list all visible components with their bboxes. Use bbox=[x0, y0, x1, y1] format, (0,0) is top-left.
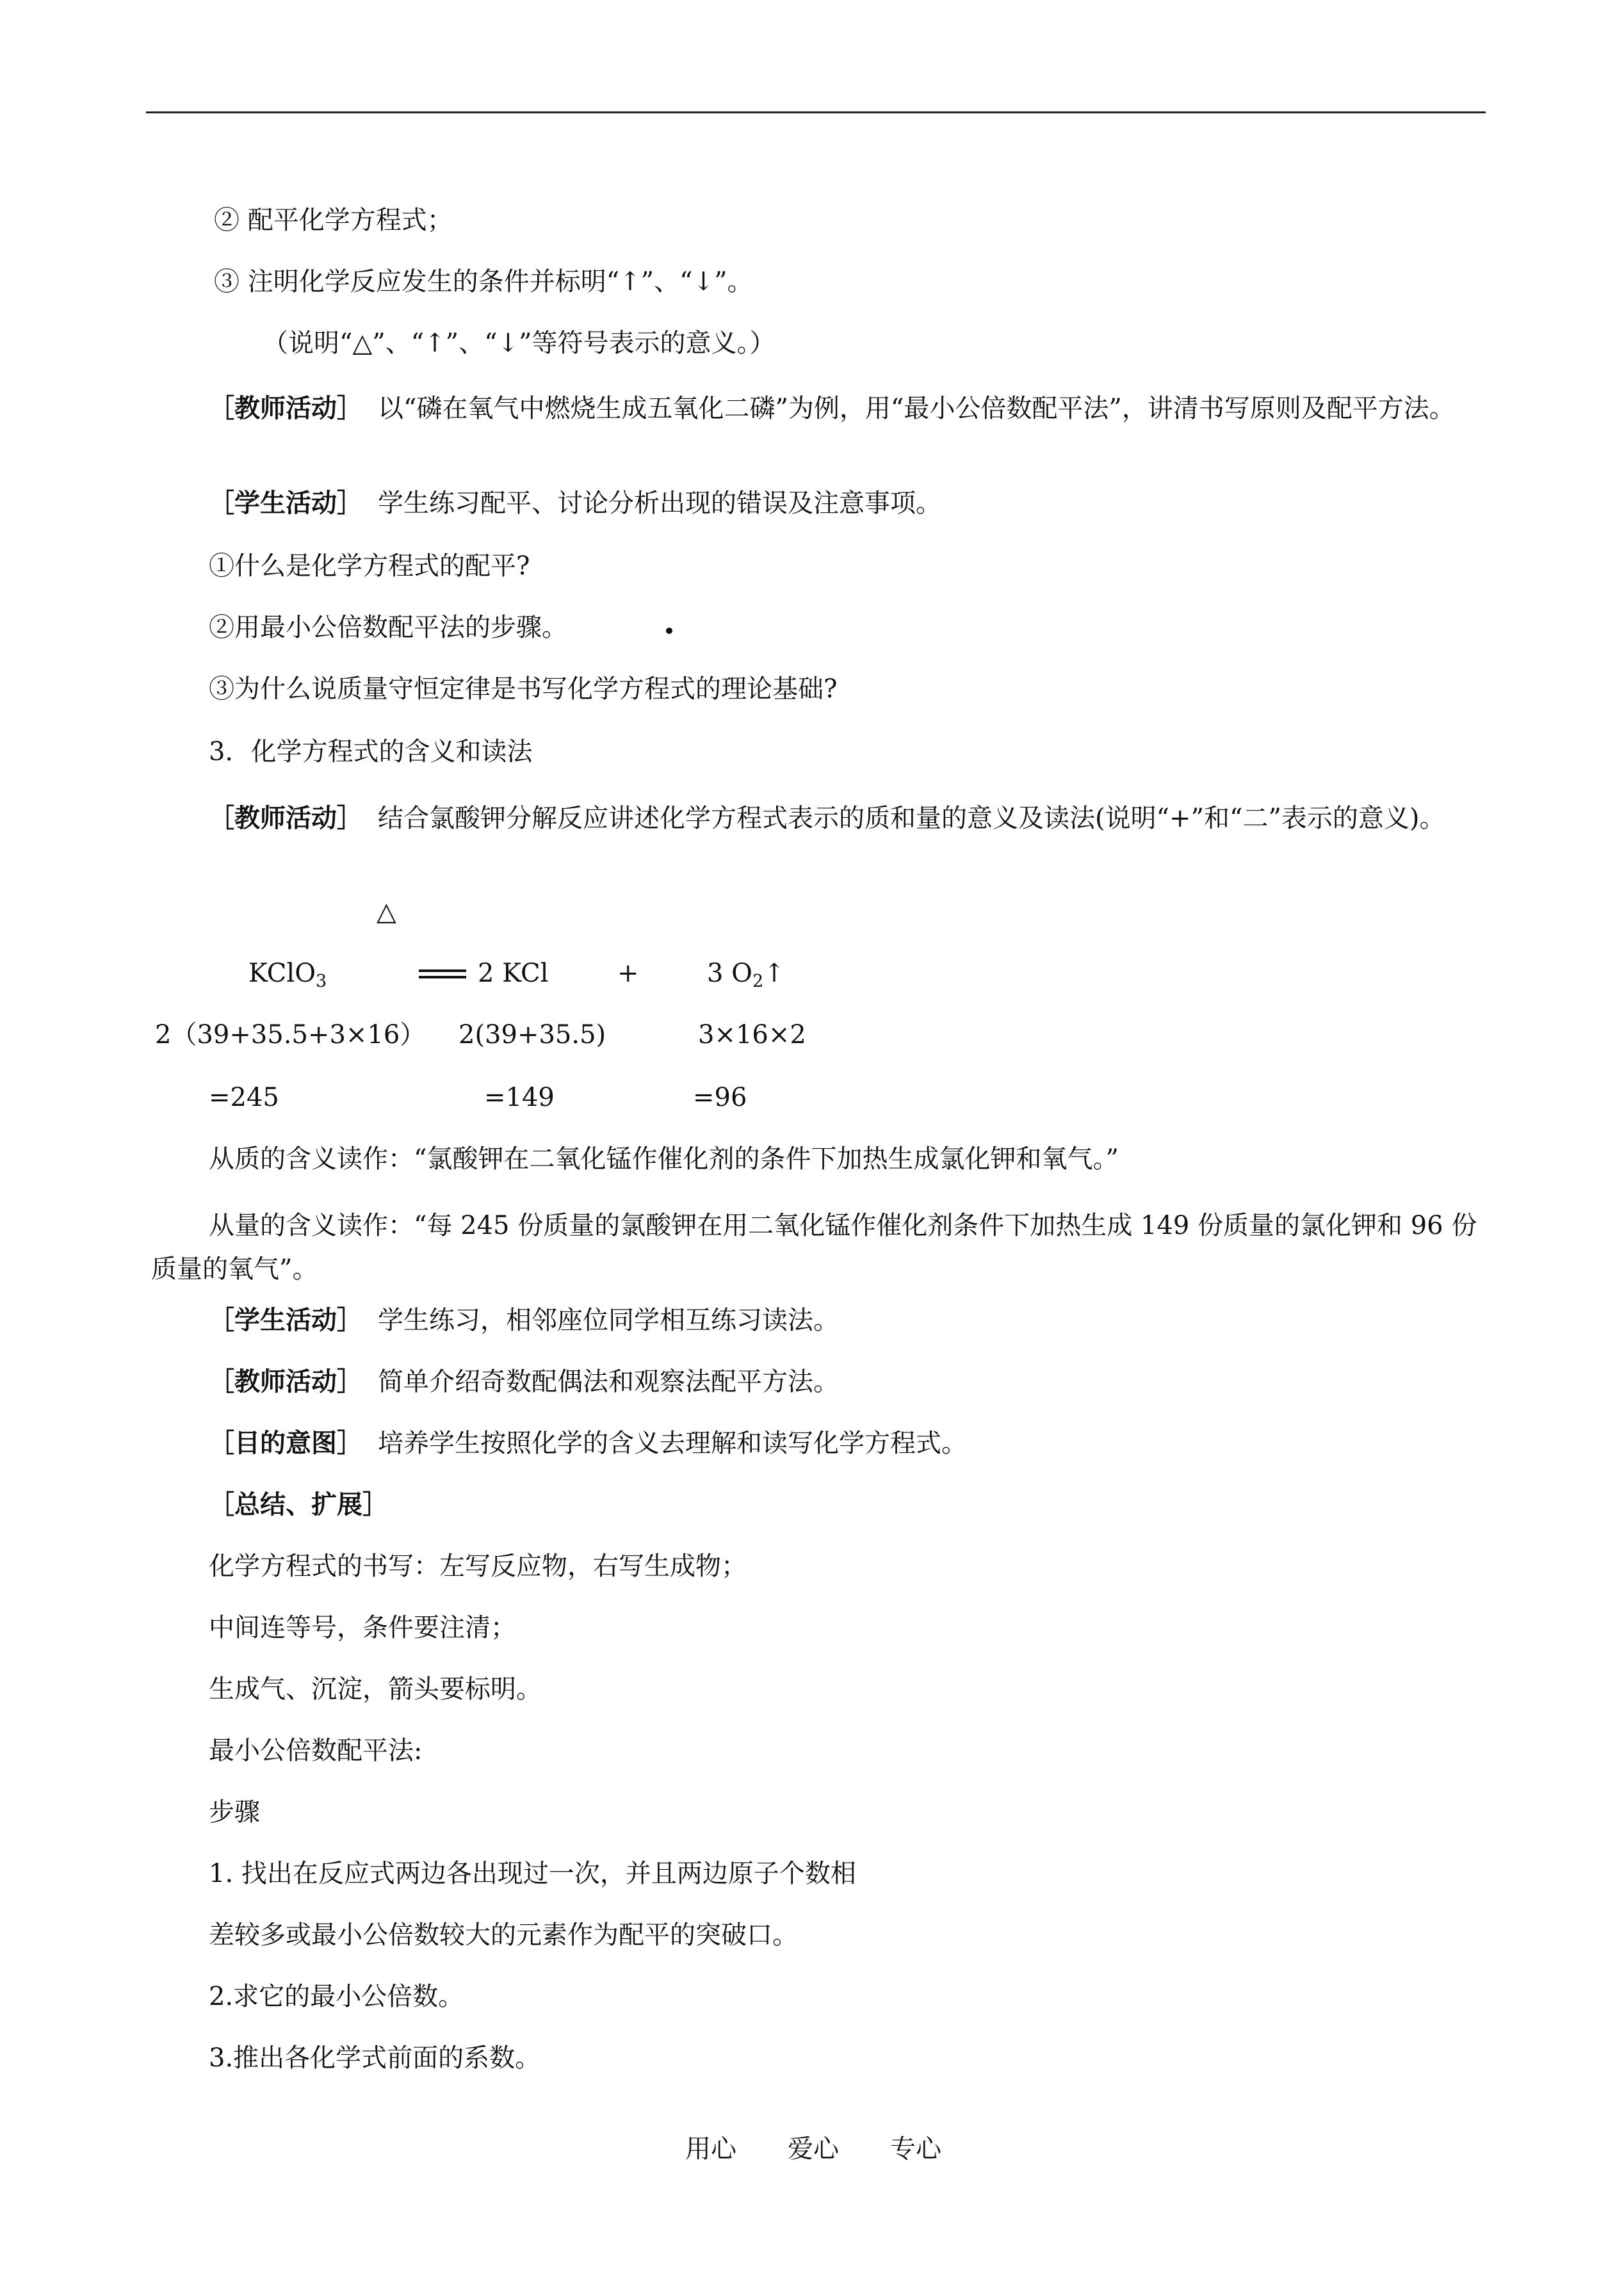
question-1: ①什么是化学方程式的配平? bbox=[209, 551, 530, 581]
student-activity-2 bbox=[209, 1304, 839, 1337]
footer-word: 爱心 bbox=[788, 2134, 839, 2164]
equals-line-bottom bbox=[419, 976, 466, 978]
question-3: ③为什么说质量守恒定律是书写化学方程式的理论基础? bbox=[209, 674, 838, 704]
equals-line-top bbox=[419, 969, 466, 972]
reading-quantity: 从量的含义读作：“每 245 份质量的氯酸钾在用二氧化锰作催化剂条件下加热生成 149 份质量的氯化钾和 96 份质量的氧气”。 bbox=[151, 1211, 1477, 1284]
activity-label: ［目的意图］ bbox=[209, 1428, 362, 1458]
mass-o2: 3×16×2 bbox=[698, 1020, 806, 1050]
value-kclo3: =245 bbox=[209, 1083, 279, 1112]
reactant bbox=[248, 957, 327, 998]
step-3: ③ 注明化学反应发生的条件并标明“↑”、“↓”。 bbox=[214, 267, 753, 296]
activity-text: 学生练习配平、讨论分析出现的错误及注意事项。 bbox=[378, 489, 941, 518]
step-1-continued: 差较多或最小公倍数较大的元素作为配平的突破口。 bbox=[209, 1920, 798, 1950]
summary-line-3: 生成气、沉淀，箭头要标明。 bbox=[209, 1675, 542, 1704]
step-2: ② 配平化学方程式； bbox=[214, 206, 453, 235]
summary-heading: ［总结、扩展］ bbox=[209, 1489, 388, 1520]
footer-word: 用心 bbox=[685, 2134, 736, 2164]
mass-kclo3: 2（39+35.5+3×16） bbox=[155, 1020, 426, 1050]
teacher-activity-3 bbox=[209, 1365, 839, 1399]
bullet-dot bbox=[666, 628, 672, 634]
activity-text: 简单介绍奇数配偶法和观察法配平方法。 bbox=[378, 1367, 839, 1397]
section-heading: 3．化学方程式的含义和读法 bbox=[209, 737, 533, 766]
footer-word: 专心 bbox=[890, 2134, 941, 2164]
activity-label: ［学生活动］ bbox=[209, 488, 362, 518]
activity-text: 以“磷在氧气中燃烧生成五氧化二磷”为例，用“最小公倍数配平法”，讲清书写原则及配平方法。 bbox=[378, 394, 1455, 423]
header-rule bbox=[146, 111, 1486, 113]
symbol-note: （说明“△”、“↑”、“↓”等符号表示的意义。） bbox=[263, 328, 775, 358]
reading-quality: 从质的含义读作：“氯酸钾在二氧化锰作催化剂的条件下加热生成氯化钾和氧气。” bbox=[209, 1144, 1119, 1174]
summary-line-2: 中间连等号，条件要注清； bbox=[209, 1613, 516, 1642]
product-2 bbox=[707, 957, 785, 998]
reactant-formula: KClO bbox=[248, 959, 316, 988]
lcm-method-title: 最小公倍数配平法: bbox=[209, 1736, 423, 1765]
activity-label: ［教师活动］ bbox=[209, 1366, 362, 1397]
step-2-lcm: 2.求它的最小公倍数。 bbox=[209, 1982, 464, 2011]
gas-arrow-icon: ↑ bbox=[763, 959, 785, 988]
activity-text: 培养学生按照化学的含义去理解和读写化学方程式。 bbox=[378, 1429, 967, 1458]
student-activity-1 bbox=[209, 487, 941, 520]
reactant-subscript: 3 bbox=[316, 971, 327, 991]
activity-label: ［学生活动］ bbox=[209, 1305, 362, 1335]
reaction-condition: △ bbox=[377, 897, 396, 927]
plus-sign: + bbox=[617, 959, 639, 988]
value-kcl: =149 bbox=[484, 1083, 555, 1112]
mass-kcl: 2(39+35.5) bbox=[459, 1020, 606, 1050]
step-1: 1. 找出在反应式两边各出现过一次，并且两边原子个数相 bbox=[209, 1859, 856, 1888]
purpose-intent bbox=[209, 1427, 967, 1460]
steps-title: 步骤 bbox=[209, 1797, 260, 1827]
value-o2: =96 bbox=[693, 1083, 747, 1112]
product-2-formula: 3 O bbox=[707, 959, 752, 988]
footer-motto bbox=[685, 2132, 941, 2166]
product-1: 2 KCl bbox=[478, 959, 549, 988]
activity-label: ［教师活动］ bbox=[209, 803, 362, 833]
step-3-coefficients: 3.推出各化学式前面的系数。 bbox=[209, 2043, 541, 2073]
teacher-activity-2 bbox=[151, 797, 1490, 840]
activity-text: 结合氯酸钾分解反应讲述化学方程式表示的质和量的意义及读法(说明“+”和“二”表示的意义)。 bbox=[378, 804, 1445, 833]
teacher-activity-1 bbox=[151, 387, 1490, 430]
question-2: ②用最小公倍数配平法的步骤。 bbox=[209, 613, 567, 642]
activity-label: ［教师活动］ bbox=[209, 393, 362, 423]
summary-line-1: 化学方程式的书写：左写反应物，右写生成物； bbox=[209, 1552, 747, 1581]
activity-text: 学生练习，相邻座位同学相互练习读法。 bbox=[378, 1306, 839, 1335]
product-2-subscript: 2 bbox=[752, 971, 764, 991]
